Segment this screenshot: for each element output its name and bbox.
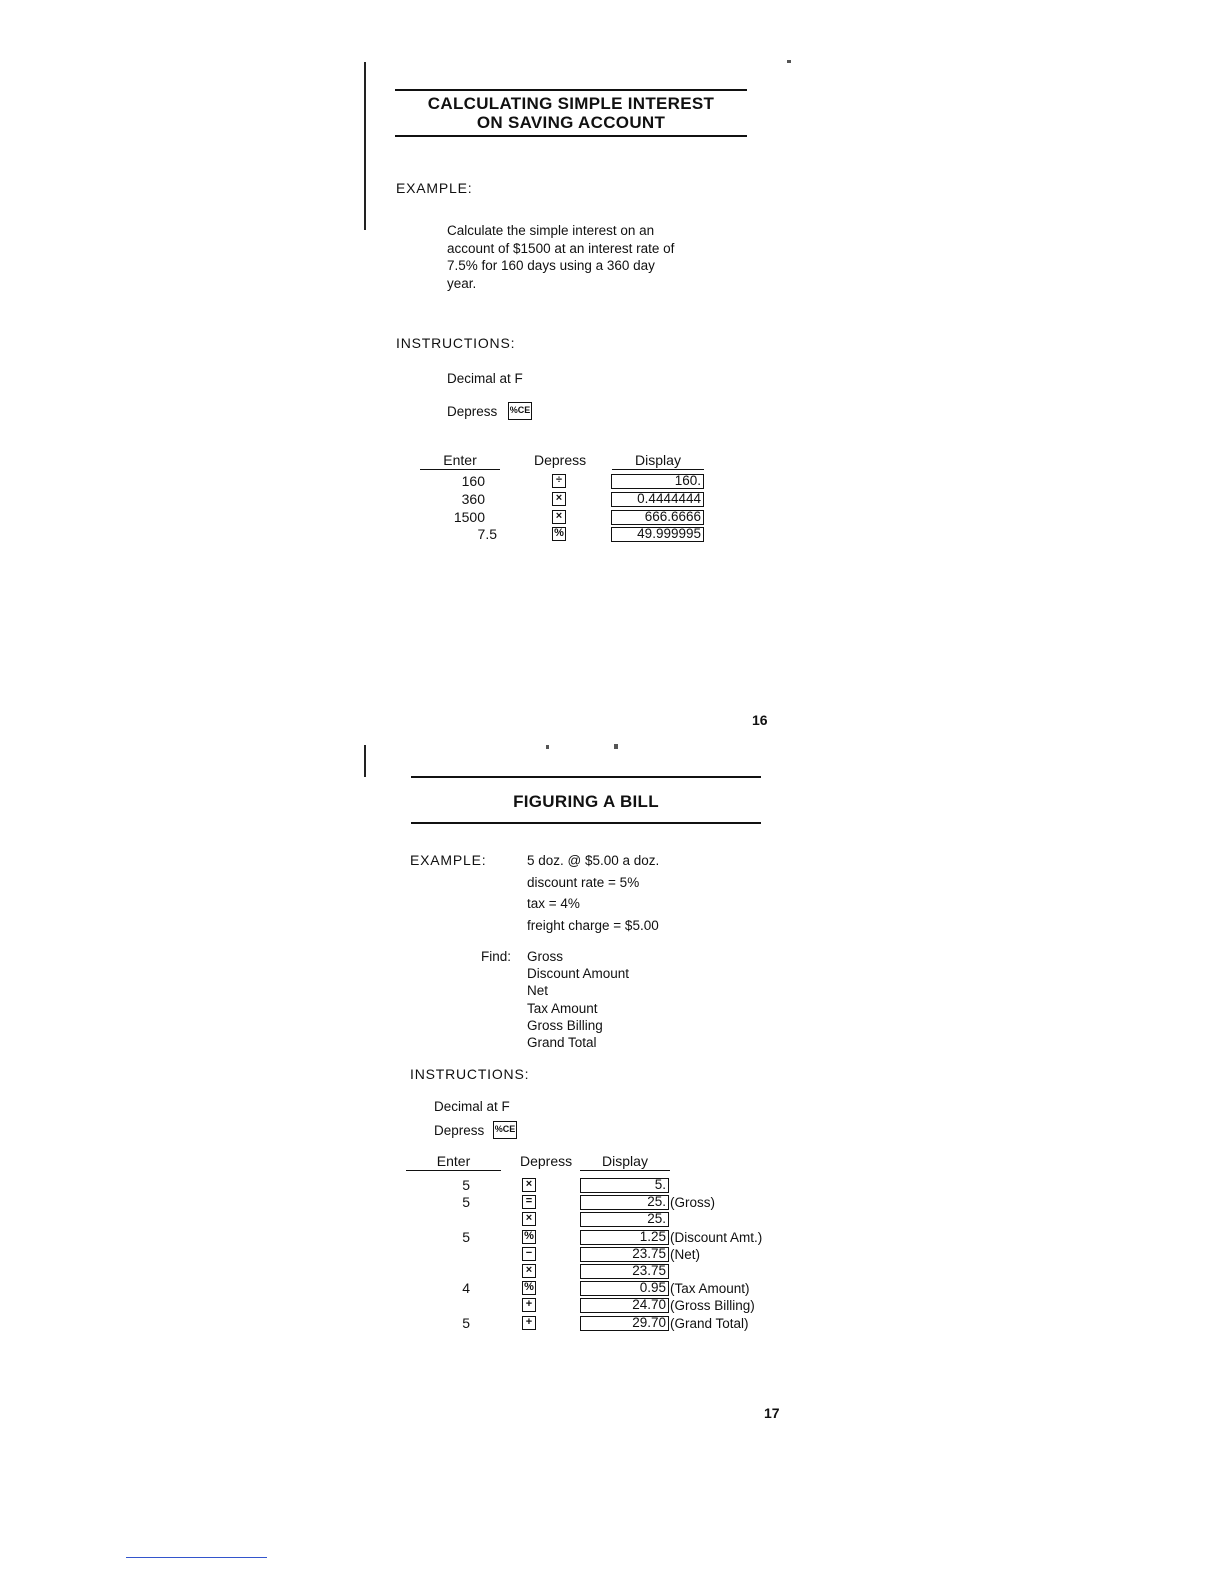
page-title-line1: CALCULATING SIMPLE INTEREST bbox=[427, 94, 715, 113]
display-column-header: Display bbox=[612, 452, 704, 470]
enter-value: 5 bbox=[462, 1228, 470, 1245]
find-label: Find: bbox=[481, 949, 512, 964]
display-readout: 23.75 bbox=[580, 1264, 669, 1279]
depress-instruction: Depress bbox=[447, 404, 498, 419]
display-readout: 49.999995 bbox=[611, 527, 704, 542]
enter-value: 160 bbox=[461, 473, 485, 489]
decimal-setting: Decimal at F bbox=[434, 1099, 510, 1114]
find-list bbox=[527, 948, 629, 1051]
page-title: FIGURING A BILL bbox=[513, 792, 659, 811]
enter-value: 5 bbox=[462, 1177, 470, 1193]
page-number: 16 bbox=[752, 712, 768, 728]
display-readout: 24.70 bbox=[580, 1298, 669, 1313]
result-note: (Gross) bbox=[670, 1195, 715, 1211]
find-item: Grand Total bbox=[527, 1035, 597, 1051]
enter-value: 5 bbox=[462, 1314, 470, 1331]
title-rule-top bbox=[411, 776, 761, 778]
title-rule-bottom bbox=[411, 822, 761, 824]
find-item: Gross Billing bbox=[527, 1017, 603, 1033]
example-line: freight charge = $5.00 bbox=[527, 917, 659, 933]
display-readout: 23.75 bbox=[580, 1247, 669, 1262]
example-line: year. bbox=[447, 275, 477, 291]
find-item: Net bbox=[527, 983, 549, 999]
decimal-setting: Decimal at F bbox=[447, 371, 523, 386]
display-readout: 29.70 bbox=[580, 1316, 669, 1331]
find-item: Tax Amount bbox=[527, 1000, 598, 1016]
equals-key-icon: = bbox=[522, 1195, 536, 1209]
percent-ce-key-icon: %CE bbox=[493, 1121, 517, 1139]
multiply-key-icon: × bbox=[552, 510, 566, 524]
footer-rule bbox=[126, 1557, 267, 1558]
result-note: (Grand Total) bbox=[670, 1315, 749, 1331]
depress-instruction: Depress bbox=[434, 1123, 485, 1138]
enter-column-header: Enter bbox=[406, 1153, 501, 1171]
scan-speck bbox=[614, 744, 618, 749]
find-item: Gross bbox=[527, 949, 564, 964]
result-note: (Gross Billing) bbox=[670, 1298, 755, 1314]
example-label: EXAMPLE: bbox=[410, 852, 487, 868]
example-text bbox=[447, 222, 674, 292]
percent-key-icon: % bbox=[522, 1281, 536, 1295]
instructions-label: INSTRUCTIONS: bbox=[396, 335, 516, 351]
title-rule-bottom bbox=[395, 135, 747, 137]
example-line: 5 doz. @ $5.00 a doz. bbox=[527, 853, 660, 868]
display-readout: 5. bbox=[580, 1178, 669, 1193]
example-line: 7.5% for 160 days using a 360 day bbox=[447, 258, 655, 273]
display-column-header: Display bbox=[580, 1153, 670, 1171]
enter-value: 5 bbox=[462, 1194, 470, 1211]
divide-key-icon: ÷ bbox=[552, 474, 566, 488]
enter-value: 7.5 bbox=[477, 526, 497, 542]
display-readout: 1.25 bbox=[580, 1230, 669, 1245]
instructions-label: INSTRUCTIONS: bbox=[410, 1066, 530, 1082]
scan-speck bbox=[546, 745, 549, 749]
display-readout: 0.95 bbox=[580, 1281, 669, 1296]
plus-key-icon: + bbox=[522, 1316, 536, 1330]
title-rule-top bbox=[395, 89, 747, 91]
example-line: account of $1500 at an interest rate of bbox=[447, 240, 675, 256]
multiply-key-icon: × bbox=[552, 492, 566, 506]
minus-key-icon: − bbox=[522, 1247, 536, 1261]
scan-speck bbox=[787, 60, 791, 63]
example-label: EXAMPLE: bbox=[396, 180, 473, 196]
display-readout: 666.6666 bbox=[611, 510, 704, 525]
example-line: tax = 4% bbox=[527, 896, 580, 911]
percent-ce-key-icon: %CE bbox=[508, 402, 532, 420]
result-note: (Discount Amt.) bbox=[670, 1229, 763, 1245]
display-readout: 25. bbox=[580, 1195, 669, 1210]
enter-value: 1500 bbox=[453, 509, 485, 525]
plus-key-icon: + bbox=[522, 1298, 536, 1312]
multiply-key-icon: × bbox=[522, 1212, 536, 1226]
multiply-key-icon: × bbox=[522, 1178, 536, 1192]
scan-edge-mark bbox=[364, 745, 366, 777]
display-readout: 0.4444444 bbox=[611, 492, 704, 507]
percent-key-icon: % bbox=[522, 1230, 536, 1244]
percent-key-icon: % bbox=[552, 527, 566, 541]
example-line: Calculate the simple interest on an bbox=[447, 223, 655, 238]
depress-column-header: Depress bbox=[520, 1153, 573, 1169]
display-readout: 25. bbox=[580, 1212, 669, 1227]
enter-value: 4 bbox=[462, 1280, 470, 1297]
result-note: (Net) bbox=[670, 1246, 700, 1262]
multiply-key-icon: × bbox=[522, 1264, 536, 1278]
page-title-line2: ON SAVING ACCOUNT bbox=[476, 113, 666, 132]
depress-column-header: Depress bbox=[534, 452, 587, 468]
enter-value: 360 bbox=[461, 491, 485, 507]
enter-column-header: Enter bbox=[420, 452, 500, 470]
result-note: (Tax Amount) bbox=[670, 1281, 750, 1297]
find-item: Discount Amount bbox=[527, 966, 630, 982]
example-text bbox=[527, 850, 659, 936]
scan-edge-mark bbox=[364, 62, 366, 230]
display-readout: 160. bbox=[611, 474, 704, 489]
example-line: discount rate = 5% bbox=[527, 874, 640, 890]
page-number: 17 bbox=[764, 1405, 780, 1421]
